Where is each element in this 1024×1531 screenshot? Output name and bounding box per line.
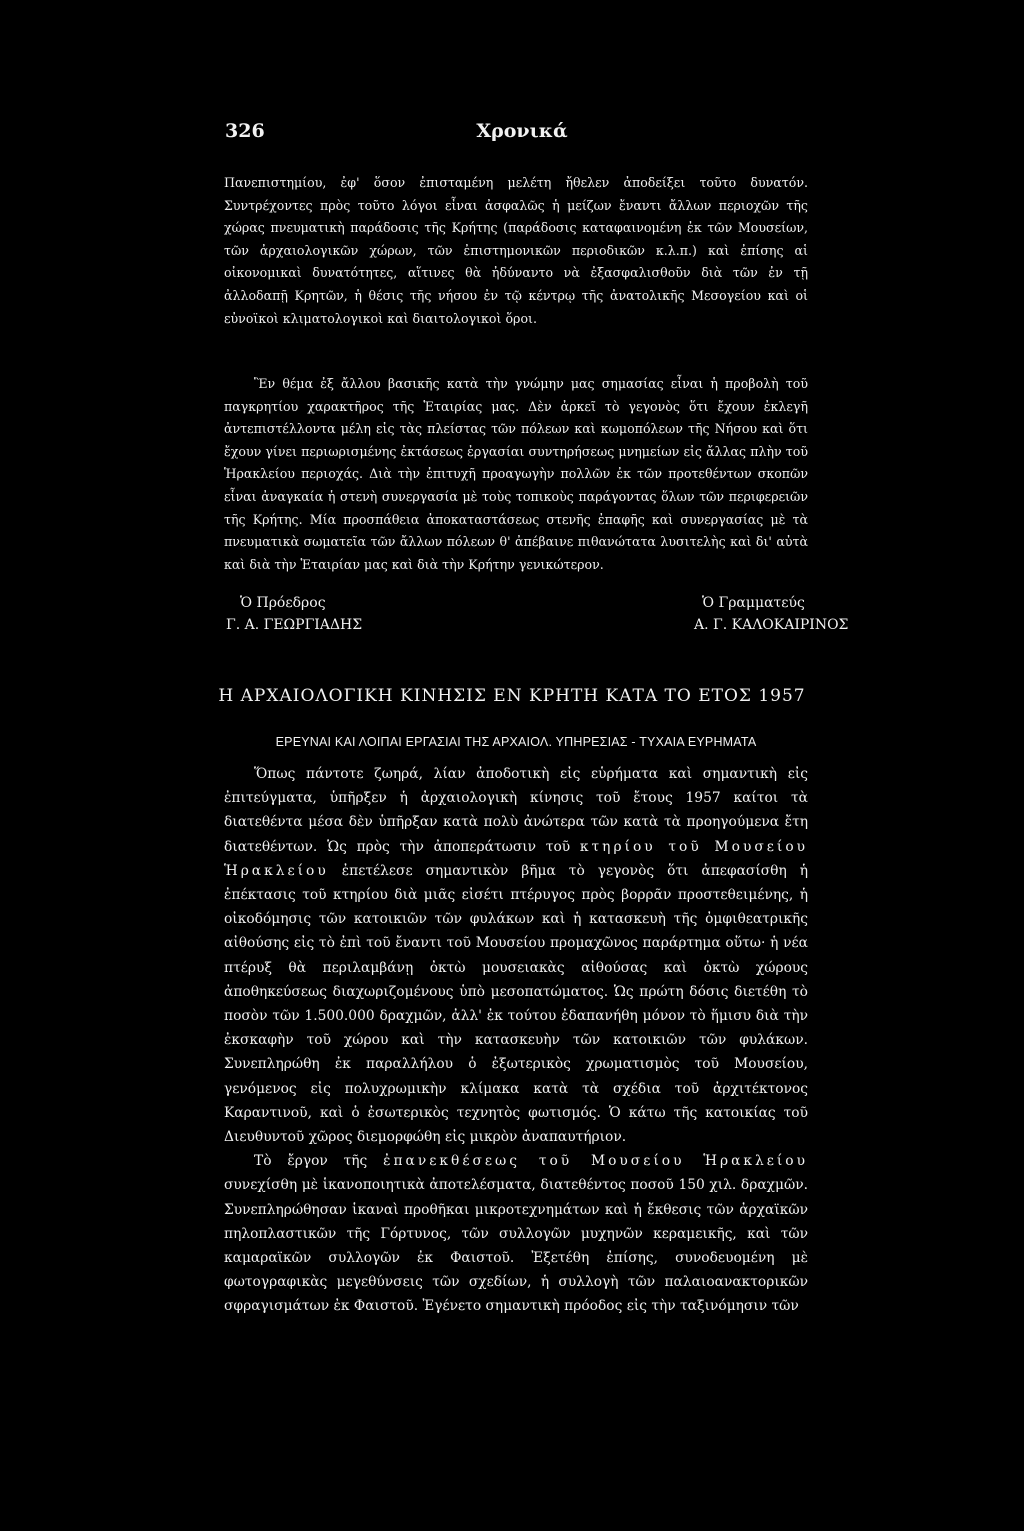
text-run: Ὅπως πάντοτε ζωηρά, λίαν ἀποδοτικὴ εἰς εὑρήματα καὶ σημαντικὴ εἰς ἐπιτεύγματα, ὑπῆρξεν ἡ ἀρχαιολογικὴ κίνησις τοῦ ἔτους 1957 καίτοι τὰ διατεθέντα μέσα δὲν ὑπῆρξαν κατὰ πολὺ ἀνώτερα τῶν κατὰ τὰ προηγούμενα ἔτη διατεθέντων. Ὡς πρὸς τὴν ἀποπεράτωσιν τοῦ bbox=[224, 766, 808, 855]
text-run: ἐπετέλεσε σημαντικὸν βῆμα τὸ γεγονὸς ὅτι ἀπεφασίσθη ἡ ἐπέκτασις τοῦ κτηρίου διὰ μιᾶς εἰσέτι πτέρυγος πρὸς βορρᾶν προστεθειμένης, ἡ οἰκοδόμησις τῶν κατοικιῶν τῶν φυλάκων καὶ ἡ κατασκευὴ τῆς ὀμφιθεατρικῆς αἰθούσης εἰς τὸ ἐπὶ τοῦ ἔναντι τοῦ Μουσείου προμαχῶνος παράρτημα οὕτω· ἡ νέα πτέρυξ θὰ περιλαμβάνῃ ὀκτὼ μουσειακὰς αἰθούσας καὶ ὀκτὼ χώρους ἀποθηκεύσεως διαχωριζομένους ὑπὸ μεσοπατώματος. Ὡς πρώτη δόσις διετέθη τὸ ποσὸν τῶν 1.500.000 δραχμῶν, ἀλλ' ἐκ τούτου ἐδαπανήθη μόνον τὸ ἥμισυ διὰ τὴν ἐκσκαφὴν τοῦ χώρου καὶ τὴν κατασκευὴν τῶν κατοικιῶν τῶν φυλάκων. Συνεπληρώθη ἐκ παραλλήλου ὁ ἐξωτερικὸς χρωματισμὸς τοῦ Μουσείου, γενόμενος εἰς πολυχρωμικὴν κλίμακα κατὰ τὰ σχέδια τοῦ ἀρχιτέκτονος Καραντινοῦ, καὶ ὁ ἐσωτερικὸς τεχνητὸς φωτισμός. Ὁ κάτω τῆς κατοικίας τοῦ Διευθυντοῦ χῶρος διεμορφώθη εἰς μικρὸν ἀναπαυτήριον. bbox=[224, 862, 809, 1146]
signature-president bbox=[226, 592, 363, 636]
section-heading: Η ΑΡΧΑΙΟΛΟΓΙΚΗ ΚΙΝΗΣΙΣ ΕΝ ΚΡΗΤΗ ΚΑΤΑ ΤΟ ΕΤΟΣ 1957 bbox=[218, 686, 806, 706]
paragraph-text: Πανεπιστημίου, ἐφ' ὅσον ἐπισταμένη μελέτη ἤθελεν ἀποδείξει τοῦτο δυνατόν. Συντρέχοντες πρὸς τοῦτο λόγοι εἶναι ἀσφαλῶς ἡ μείζων ἔναντι ἄλλων περιοχῶν τῆς χώρας πνευματικὴ παράδοσις τῆς Κρήτης (παράδοσις καταφαινομένη ἐκ τῶν Μουσείων, τῶν ἀρχαιολογικῶν χώρων, τῶν ἐπιστημονικῶν περιοδικῶν κ.λ.π.) καὶ ἐπίσης αἱ οἰκονομικαὶ δυνατότητες, αἵτινες θὰ ἠδύναντο νὰ ἐξασφαλισθοῦν διὰ τῶν ἐν τῇ ἀλλοδαπῇ Κρητῶν, ἡ θέσις τῆς νήσου ἐν τῷ κέντρῳ τῆς ἀνατολικῆς Μεσογείου καὶ οἱ εὐνοϊκοὶ κλιματολογικοὶ καὶ διαιτολογικοὶ ὅροι. bbox=[224, 175, 808, 326]
signature-secretary bbox=[694, 592, 849, 636]
paragraph-text bbox=[224, 762, 808, 1149]
paragraph-3 bbox=[224, 762, 808, 1319]
spaced-text: ἐπανεκθέσεως τοῦ Μουσείου Ἡρακλείου bbox=[383, 1153, 809, 1170]
paragraph-text: Ἓν θέμα ἐξ ἄλλου βασικῆς κατὰ τὴν γνώμην μας σημασίας εἶναι ἡ προβολὴ τοῦ παγκρητίου χαρακτῆρος τῆς Ἑταιρίας μας. Δὲν ἀρκεῖ τὸ γεγονὸς ὅτι ἔχουν ἐκλεγῆ ἀντεπιστέλλοντα μέλη εἰς τὰς πλείστας τῶν πόλεων καὶ κωμοπόλεων τῆς Νήσου καὶ ὅτι ἔχουν γίνει περιωρισμένης ἐκτάσεως ἐργασίαι συντηρήσεως μνημείων εἰς ἄλλας πλὴν τοῦ Ἡρακλείου περιοχάς. Διὰ τὴν ἐπιτυχῆ προαγωγὴν πολλῶν ἐκ τῶν προτεθέντων σκοπῶν εἶναι ἀναγκαία ἡ στενὴ συνεργασία μὲ τοὺς τοπικοὺς παράγοντας ὅλων τῶν περιφερειῶν τῆς Κρήτης. Μία προσπάθεια ἀποκαταστάσεως στενῆς ἐπαφῆς καὶ συνεργασίας μὲ τὰ πνευματικὰ σωματεῖα τῶν ἄλλων πόλεων θ' ἀπέβαινε πιθανώτατα λυσιτελὴς καὶ δι' αὐτὰ καὶ διὰ τὴν Ἑταιρίαν μας καὶ διὰ τὴν Κρήτην γενικώτερον. bbox=[224, 376, 808, 572]
paragraph-1 bbox=[224, 172, 808, 330]
signature-role: Ὁ Πρόεδρος bbox=[240, 595, 326, 611]
running-head bbox=[0, 120, 1024, 150]
text-run: Τὸ ἔργον τῆς bbox=[254, 1153, 368, 1170]
page-number: 326 bbox=[225, 120, 265, 142]
text-run: συνεχίσθη μὲ ἱκανοποιητικὰ ἀποτελέσματα, διατεθέντος ποσοῦ 150 χιλ. δραχμῶν. Συνεπληρώθησαν ἱκαναὶ προθῆκαι μικροτεχνημάτων καὶ ἡ ἔκθεσις τῶν ἀρχαϊκῶν πηλοπλαστικῶν τῆς Γόρτυνος, τῶν συλλογῶν μυχηνῶν κεραμεικῆς, καὶ τῶν καμαραϊκῶν συλλογῶν ἐκ Φαιστοῦ. Ἐξετέθη ἐπίσης, συνοδευομένη μὲ φωτογραφικὰς μεγεθύνσεις τῶν σχεδίων, ἡ συλλογὴ τῶν παλαιοανακτορικῶν σφραγισμάτων ἐκ Φαιστοῦ. Ἐγένετο σημαντικὴ πρόοδος εἰς τὴν ταξινόμησιν τῶν bbox=[224, 1177, 808, 1315]
signature-role: Ὁ Γραμματεύς bbox=[702, 595, 805, 611]
signature-name: Γ. Α. ΓΕΩΡΓΙΑΔΗΣ bbox=[226, 617, 363, 633]
running-title: Χρονικά bbox=[476, 120, 568, 142]
paragraph-text bbox=[224, 1149, 808, 1318]
paragraph-2 bbox=[224, 373, 808, 576]
signature-name: Α. Γ. ΚΑΛΟΚΑΙΡΙΝΟΣ bbox=[694, 617, 849, 633]
spaced-text: κτηρίου τοῦ Μουσείου Ἡρακλείου bbox=[224, 838, 809, 879]
section-subheading: ΕΡΕΥΝΑΙ ΚΑΙ ΛΟΙΠΑΙ ΕΡΓΑΣΙΑΙ ΤΗΣ ΑΡΧΑΙΟΛ. ΥΠΗΡΕΣΙΑΣ - ΤΥΧΑΙΑ ΕΥΡΗΜΑΤΑ bbox=[275, 735, 757, 749]
